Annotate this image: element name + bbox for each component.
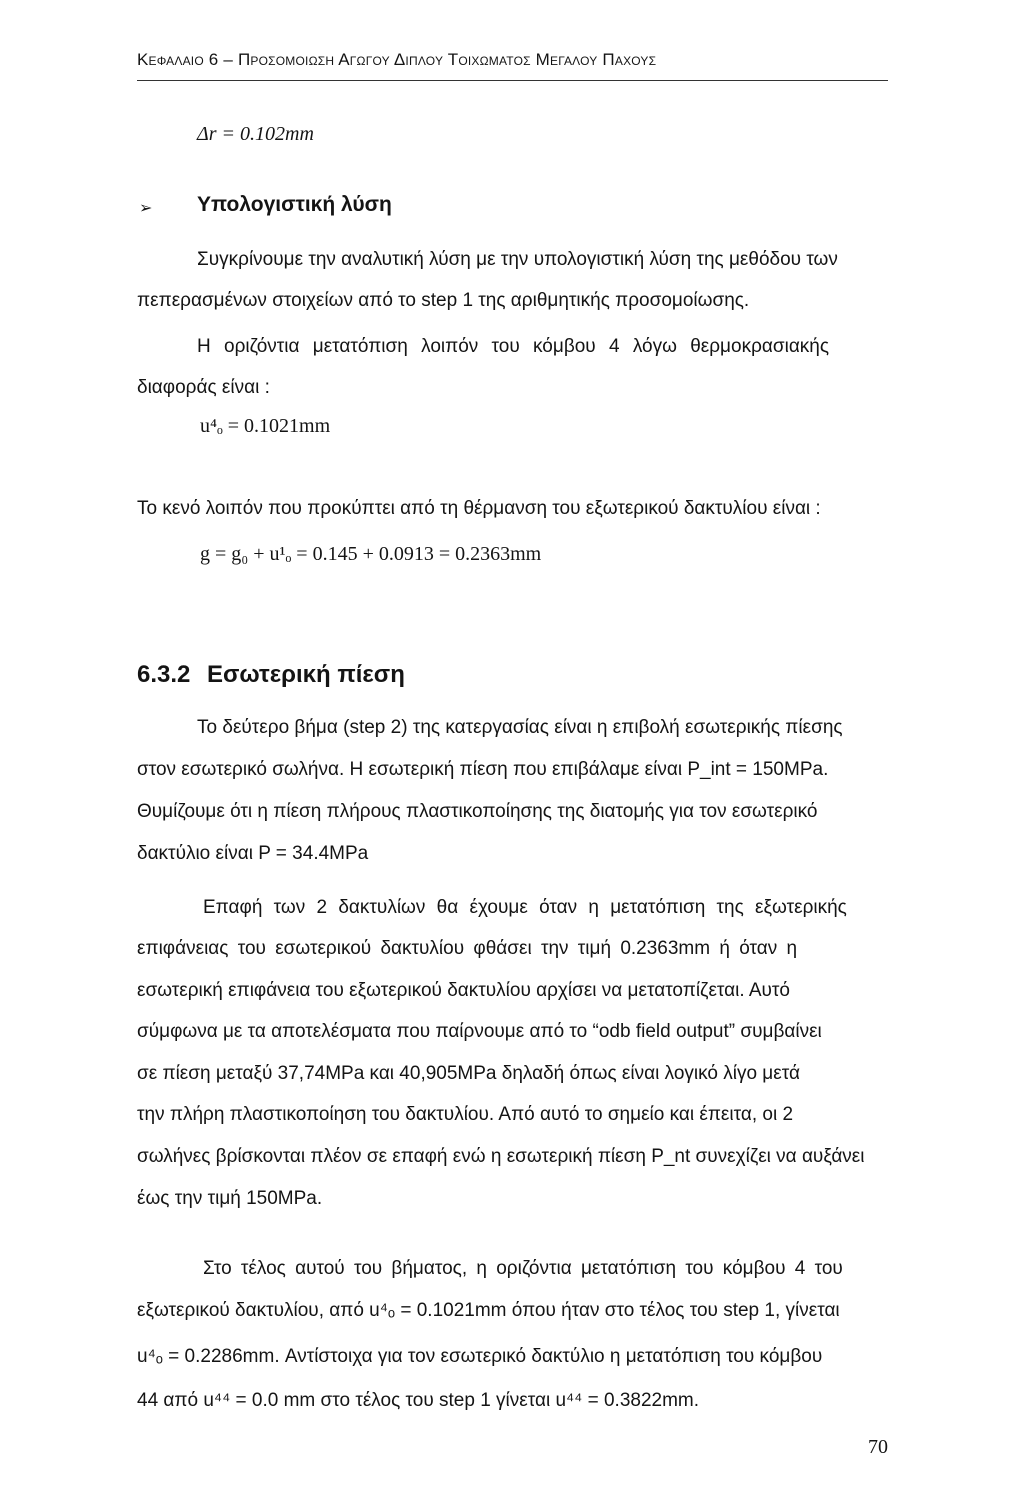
- para4-line4: δακτύλιο είναι P = 34.4MPa: [137, 843, 369, 864]
- page-number: 70: [868, 1436, 888, 1458]
- para5-line6: την πλήρη πλαστικοποίηση του δακτυλίου. Από αυτό το σημείο και έπειτα, οι 2: [137, 1104, 794, 1125]
- equation-gap: g = g₀ + u¹ₒ = 0.145 + 0.0913 = 0.2363mm: [200, 543, 542, 565]
- para5-line8: έως την τιμή 150MPa.: [137, 1188, 323, 1209]
- para5-line5: σε πίεση μεταξύ 37,74MPa και 40,905MPa δηλαδή όπως είναι λογικό λίγο μετά: [137, 1063, 800, 1084]
- para2-line2: διαφοράς είναι :: [137, 377, 270, 398]
- para4-line3: Θυμίζουμε ότι η πίεση πλήρους πλαστικοποίησης της διατομής για τον εσωτερικό: [137, 801, 818, 822]
- para5-line2: επιφάνειας του εσωτερικού δακτυλίου φθάσει την τιμή 0.2363mm ή όταν η: [137, 938, 798, 959]
- section-title: Υπολογιστική λύση: [197, 193, 392, 216]
- equation-delta-r-text: Δr = 0.102mm: [197, 123, 314, 145]
- subsection-title: Εσωτερική πίεση: [207, 661, 405, 688]
- para4-line2: στον εσωτερικό σωλήνα. Η εσωτερική πίεση που επιβάλαμε είναι P_int = 150MPa.: [137, 759, 829, 780]
- para2-line1: Η οριζόντια μετατόπιση λοιπόν του κόμβου 4 λόγω θερμοκρασιακής: [197, 336, 830, 357]
- header-title: Κεφαλαιο 6 – Προσομοιωση Αγωγου Διπλου Τοιχωματος Μεγαλου Παχους: [137, 50, 657, 69]
- para5-line7: σωλήνες βρίσκονται πλέον σε επαφή ενώ η εσωτερική πίεση P_nt συνεχίζει να αυξάνει: [137, 1146, 865, 1167]
- para5-line1: Επαφή των 2 δακτυλίων θα έχουμε όταν η μετατόπιση της εξωτερικής: [203, 897, 847, 918]
- equation-u4: u⁴ₒ = 0.1021mm: [200, 415, 331, 437]
- para1-line2: πεπερασμένων στοιχείων από το step 1 της αριθμητικής προσομοίωσης.: [137, 290, 750, 311]
- running-header: [137, 50, 888, 81]
- bullet-arrow: ➢: [139, 200, 153, 217]
- subsection-number: 6.3.2: [137, 661, 191, 688]
- para5-line4: σύμφωνα με τα αποτελέσματα που παίρνουμε από το “odb field output” συμβαίνει: [137, 1021, 822, 1042]
- para6-line3: u⁴ₒ = 0.2286mm. Αντίστοιχα για τον εσωτερικό δακτύλιο η μετατόπιση του κόμβου: [137, 1346, 823, 1367]
- para4-line1: Το δεύτερο βήμα (step 2) της κατεργασίας είναι η επιβολή εσωτερικής πίεσης: [197, 717, 843, 738]
- para6-line4: 44 από u⁴⁴ = 0.0 mm στο τέλος του step 1 γίνεται u⁴⁴ = 0.3822mm.: [137, 1390, 700, 1411]
- para1-line1: Συγκρίνουμε την αναλυτική λύση με την υπολογιστική λύση της μεθόδου των: [197, 249, 838, 270]
- equation-delta-r: [197, 123, 314, 146]
- para6-line1: Στο τέλος αυτού του βήματος, η οριζόντια μετατόπιση του κόμβου 4 του: [203, 1258, 843, 1279]
- para6-line2: εξωτερικού δακτυλίου, από u⁴ₒ = 0.1021mm όπου ήταν στο τέλος του step 1, γίνεται: [137, 1300, 840, 1321]
- para5-line3: εσωτερική επιφάνεια του εξωτερικού δακτυλίου αρχίσει να μετατοπίζεται. Αυτό: [137, 980, 790, 1001]
- para3: Το κενό λοιπόν που προκύπτει από τη θέρμανση του εξωτερικού δακτυλίου είναι :: [137, 498, 821, 519]
